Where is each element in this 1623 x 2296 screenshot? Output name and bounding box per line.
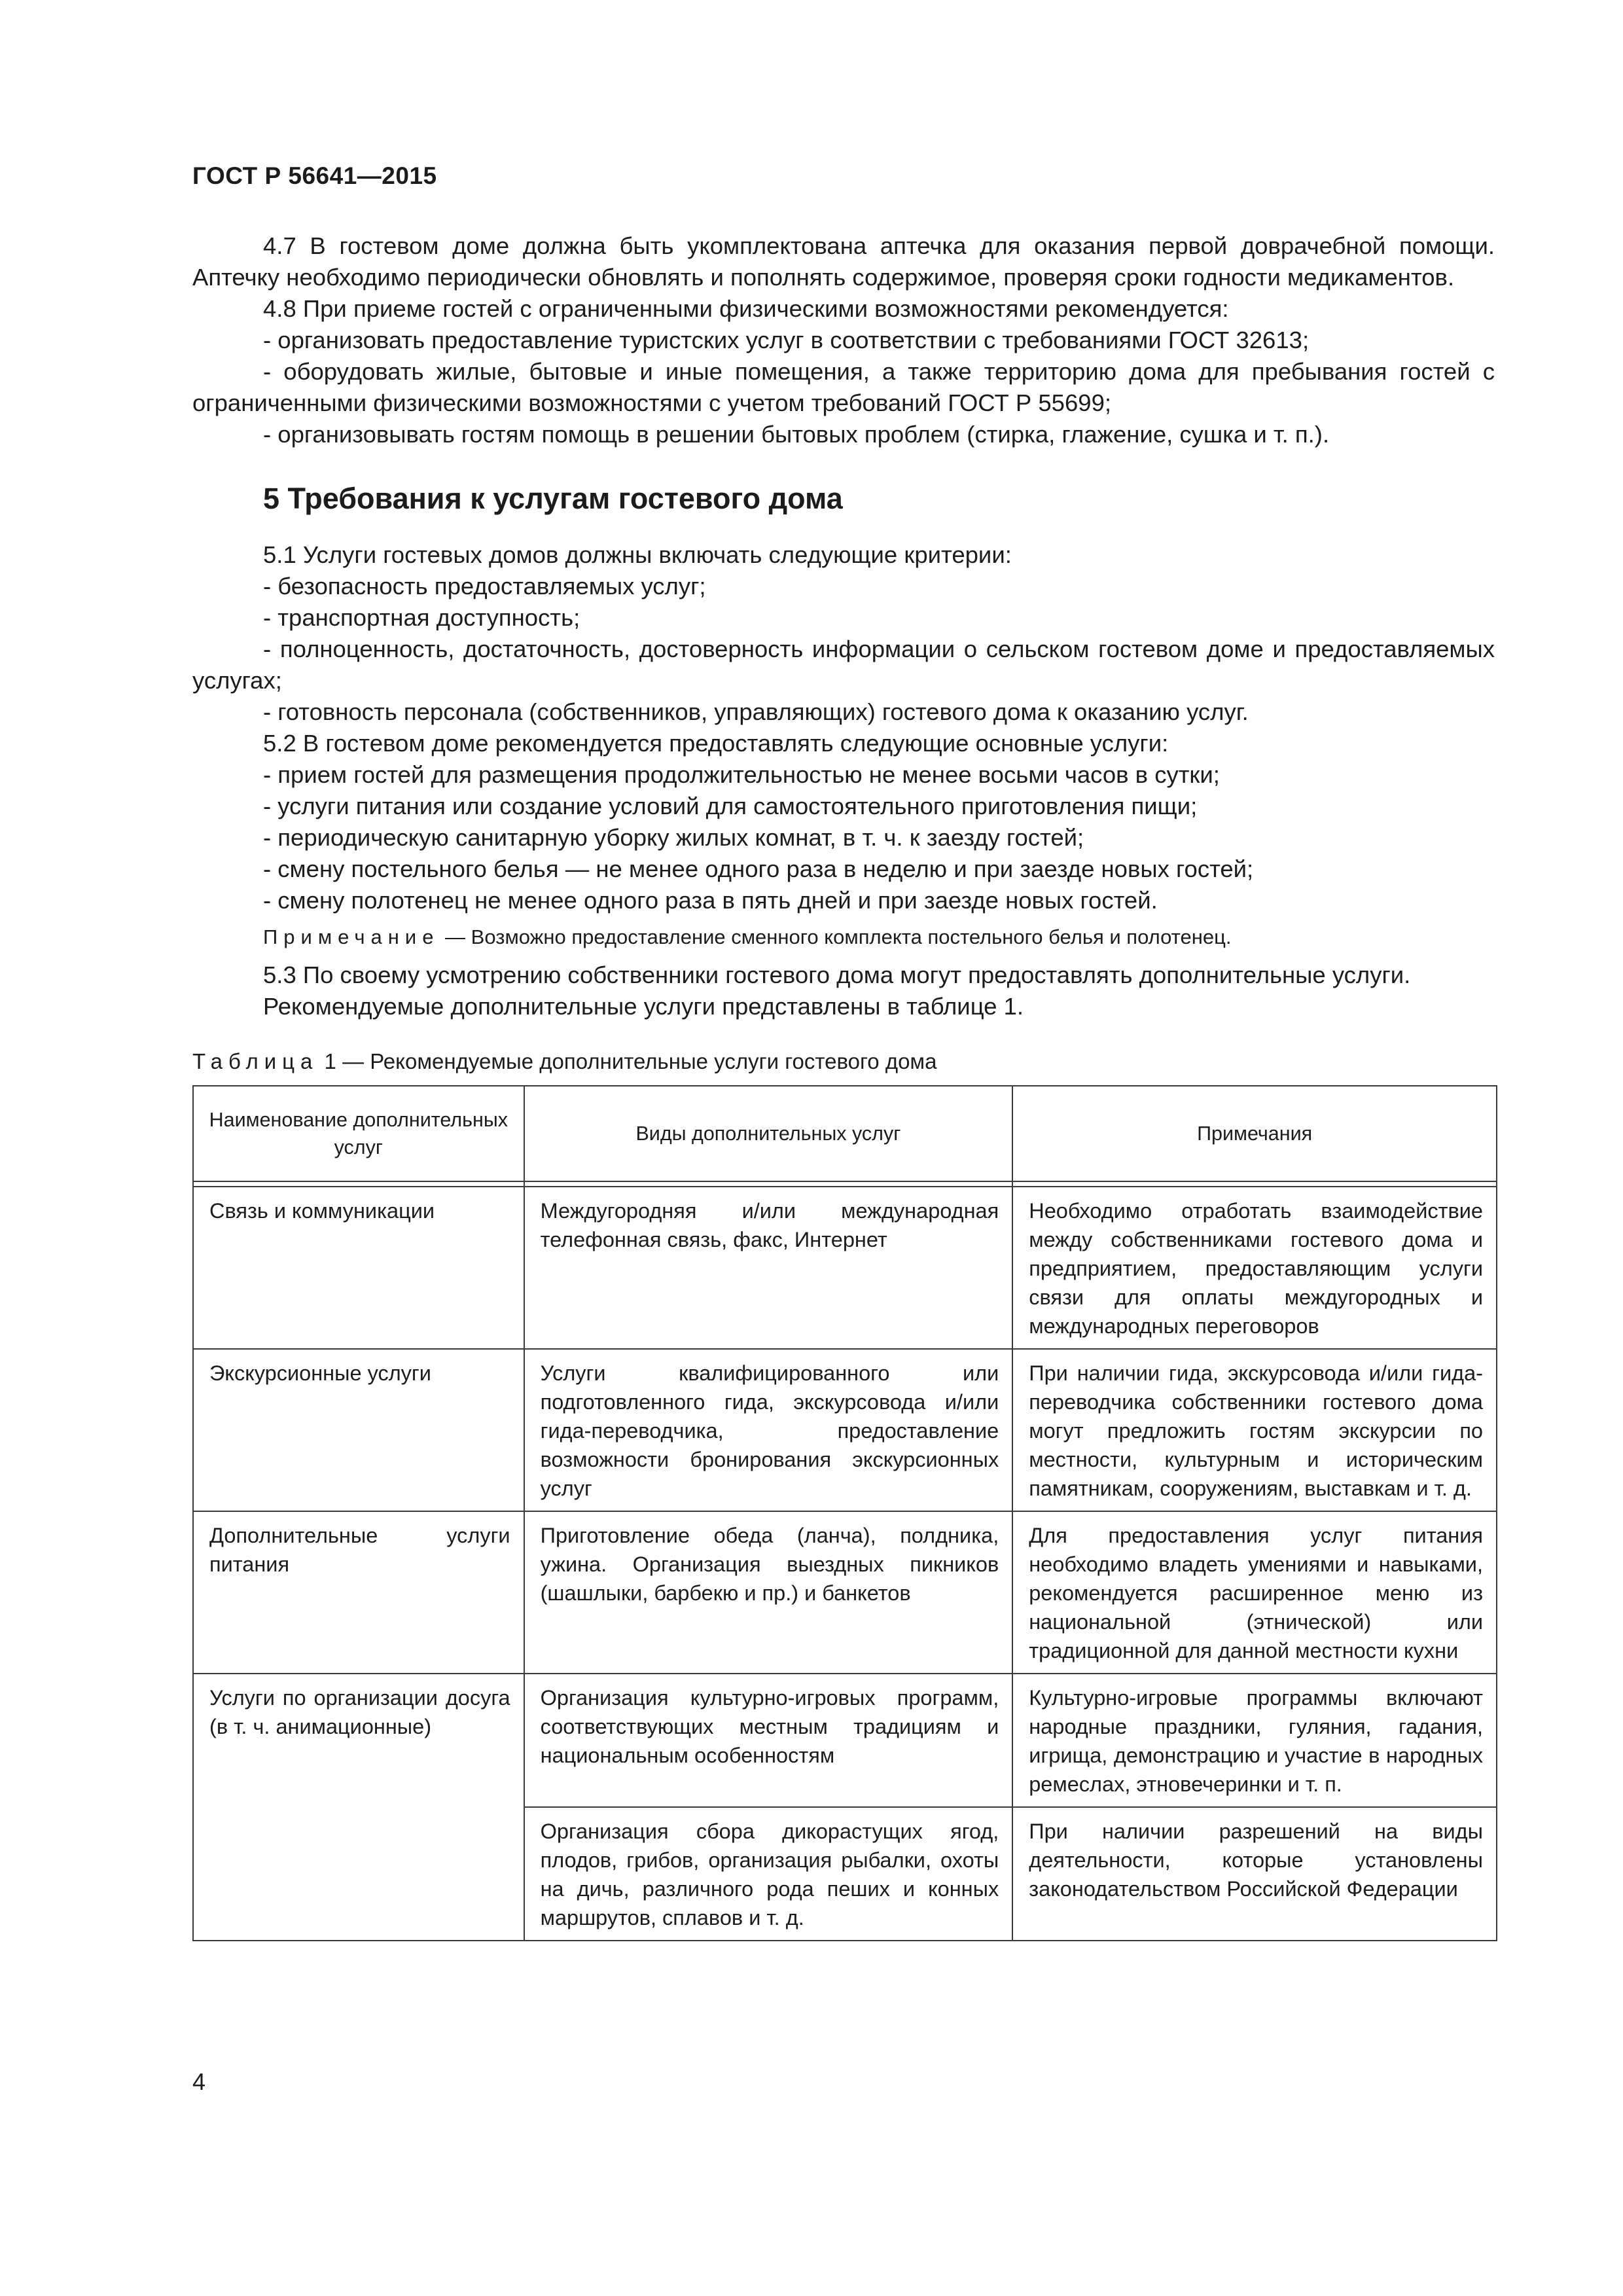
list-item: - услуги питания или создание условий для самостоятельного приготовления пищи; — [263, 793, 1198, 819]
table-row — [193, 1349, 1497, 1511]
table-cell: Услуги по организации досуга (в т. ч. анимационные) — [193, 1674, 524, 1941]
table-cell: Связь и коммуникации — [193, 1187, 524, 1349]
paragraph-5-1: 5.1 Услуги гостевых домов должны включать следующие критерии: — [263, 541, 1012, 568]
table-header-separator — [193, 1181, 1497, 1187]
list-item: - безопасность предоставляемых услуг; — [263, 573, 706, 600]
note-label: Примечание — [263, 925, 440, 948]
paragraph-4-7: 4.7 В гостевом доме должна быть укомплектована аптечка для оказания первой доврачебной помощи. Аптечку необходимо периодически обновлять и пополнять содержимое, проверяя сроки годности медикаментов. — [192, 232, 1495, 291]
document-id: ГОСТ Р 56641—2015 — [192, 162, 437, 189]
paragraph-5-3-table-ref: Рекомендуемые дополнительные услуги представлены в таблице 1. — [263, 993, 1024, 1020]
table-cell: Приготовление обеда (ланча), полдника, ужина. Организация выездных пикников (шашлыки, барбекю и пр.) и банкетов — [524, 1511, 1013, 1674]
list-item: - организовать предоставление туристских услуг в соответствии с требованиями ГОСТ 32613; — [263, 327, 1310, 353]
table-caption-text: 1 — Рекомендуемые дополнительные услуги гостевого дома — [318, 1049, 937, 1073]
section-heading-5: 5 Требования к услугам гостевого дома — [263, 482, 843, 515]
table-cell: При наличии гида, экскурсовода и/или гида-переводчика собственники гостевого дома могут предложить гостям экскурсии по местности, культурным и историческим памятникам, сооружениям, выставкам и т. д. — [1012, 1349, 1497, 1511]
list-item: - смену постельного белья — не менее одного раза в неделю и при заезде новых гостей; — [263, 855, 1254, 882]
column-header-service-name: Наименование дополнительных услуг — [193, 1086, 524, 1181]
list-item: - организовывать гостям помощь в решении бытовых проблем (стирка, глажение, сушка и т. п.). — [263, 421, 1330, 448]
table-cell: Организация сбора дикорастущих ягод, плодов, грибов, организация рыбалки, охоты на дичь, различного рода пеших и конных маршрутов, сплавов и т. д. — [524, 1807, 1013, 1941]
paragraph-5-2: 5.2 В гостевом доме рекомендуется предоставлять следующие основные услуги: — [263, 730, 1169, 757]
table-cell: Необходимо отработать взаимодействие между собственниками гостевого дома и предприятием, предоставляющим услуги связи для оплаты междугородных и международных переговоров — [1012, 1187, 1497, 1349]
table-row — [193, 1674, 1497, 1807]
paragraph-5-3: 5.3 По своему усмотрению собственники гостевого дома могут предоставлять дополнительные услуги. — [263, 961, 1411, 988]
table-cell: Культурно-игровые программы включают народные праздники, гуляния, гадания, игрища, демонстрацию и участие в народных ремеслах, этновечеринки и т. п. — [1012, 1674, 1497, 1807]
table-cell: При наличии разрешений на виды деятельности, которые установлены законодательством Российской Федерации — [1012, 1807, 1497, 1941]
list-item: - периодическую санитарную уборку жилых комнат, в т. ч. к заезду гостей; — [263, 824, 1084, 851]
list-item: - транспортная доступность; — [263, 604, 580, 631]
table-caption — [192, 1047, 1495, 1076]
list-item: - готовность персонала (собственников, управляющих) гостевого дома к оказанию услуг. — [263, 698, 1249, 725]
column-header-service-types: Виды дополнительных услуг — [524, 1086, 1013, 1181]
page-number: 4 — [192, 2068, 206, 2095]
note-text: — Возможно предоставление сменного комплекта постельного белья и полотенец. — [439, 925, 1232, 948]
list-item: - оборудовать жилые, бытовые и иные помещения, а также территорию дома для пребывания гостей с ограниченными физическими возможностями с учетом требований ГОСТ Р 55699; — [192, 358, 1495, 416]
table-cell: Дополнительные услуги питания — [193, 1511, 524, 1674]
document-body — [192, 230, 1495, 1941]
list-item: - смену полотенец не менее одного раза в пять дней и при заезде новых гостей. — [263, 887, 1158, 914]
note — [192, 923, 1495, 952]
services-table — [192, 1085, 1497, 1941]
table-cell: Экскурсионные услуги — [193, 1349, 524, 1511]
table-cell: Для предоставления услуг питания необходимо владеть умениями и навыками, рекомендуется расширенное меню из национальной (этнической) или традиционной для данной местности кухни — [1012, 1511, 1497, 1674]
paragraph-4-8: 4.8 При приеме гостей с ограниченными физическими возможностями рекомендуется: — [263, 295, 1229, 322]
table-row — [193, 1511, 1497, 1674]
table-header-row — [193, 1086, 1497, 1181]
table-cell: Организация культурно-игровых программ, соответствующих местным традициям и национальным особенностям — [524, 1674, 1013, 1807]
table-caption-label: Таблица — [192, 1049, 319, 1073]
list-item: - прием гостей для размещения продолжительностью не менее восьми часов в сутки; — [263, 761, 1220, 788]
table-cell: Услуги квалифицированного или подготовленного гида, экскурсовода и/или гида-переводчика, предоставление возможности бронирования экскурсионных услуг — [524, 1349, 1013, 1511]
list-item: - полноценность, достаточность, достоверность информации о сельском гостевом доме и предоставляемых услугах; — [192, 636, 1495, 694]
table-cell: Междугородняя и/или международная телефонная связь, факс, Интернет — [524, 1187, 1013, 1349]
table-row — [193, 1187, 1497, 1349]
column-header-notes: Примечания — [1012, 1086, 1497, 1181]
